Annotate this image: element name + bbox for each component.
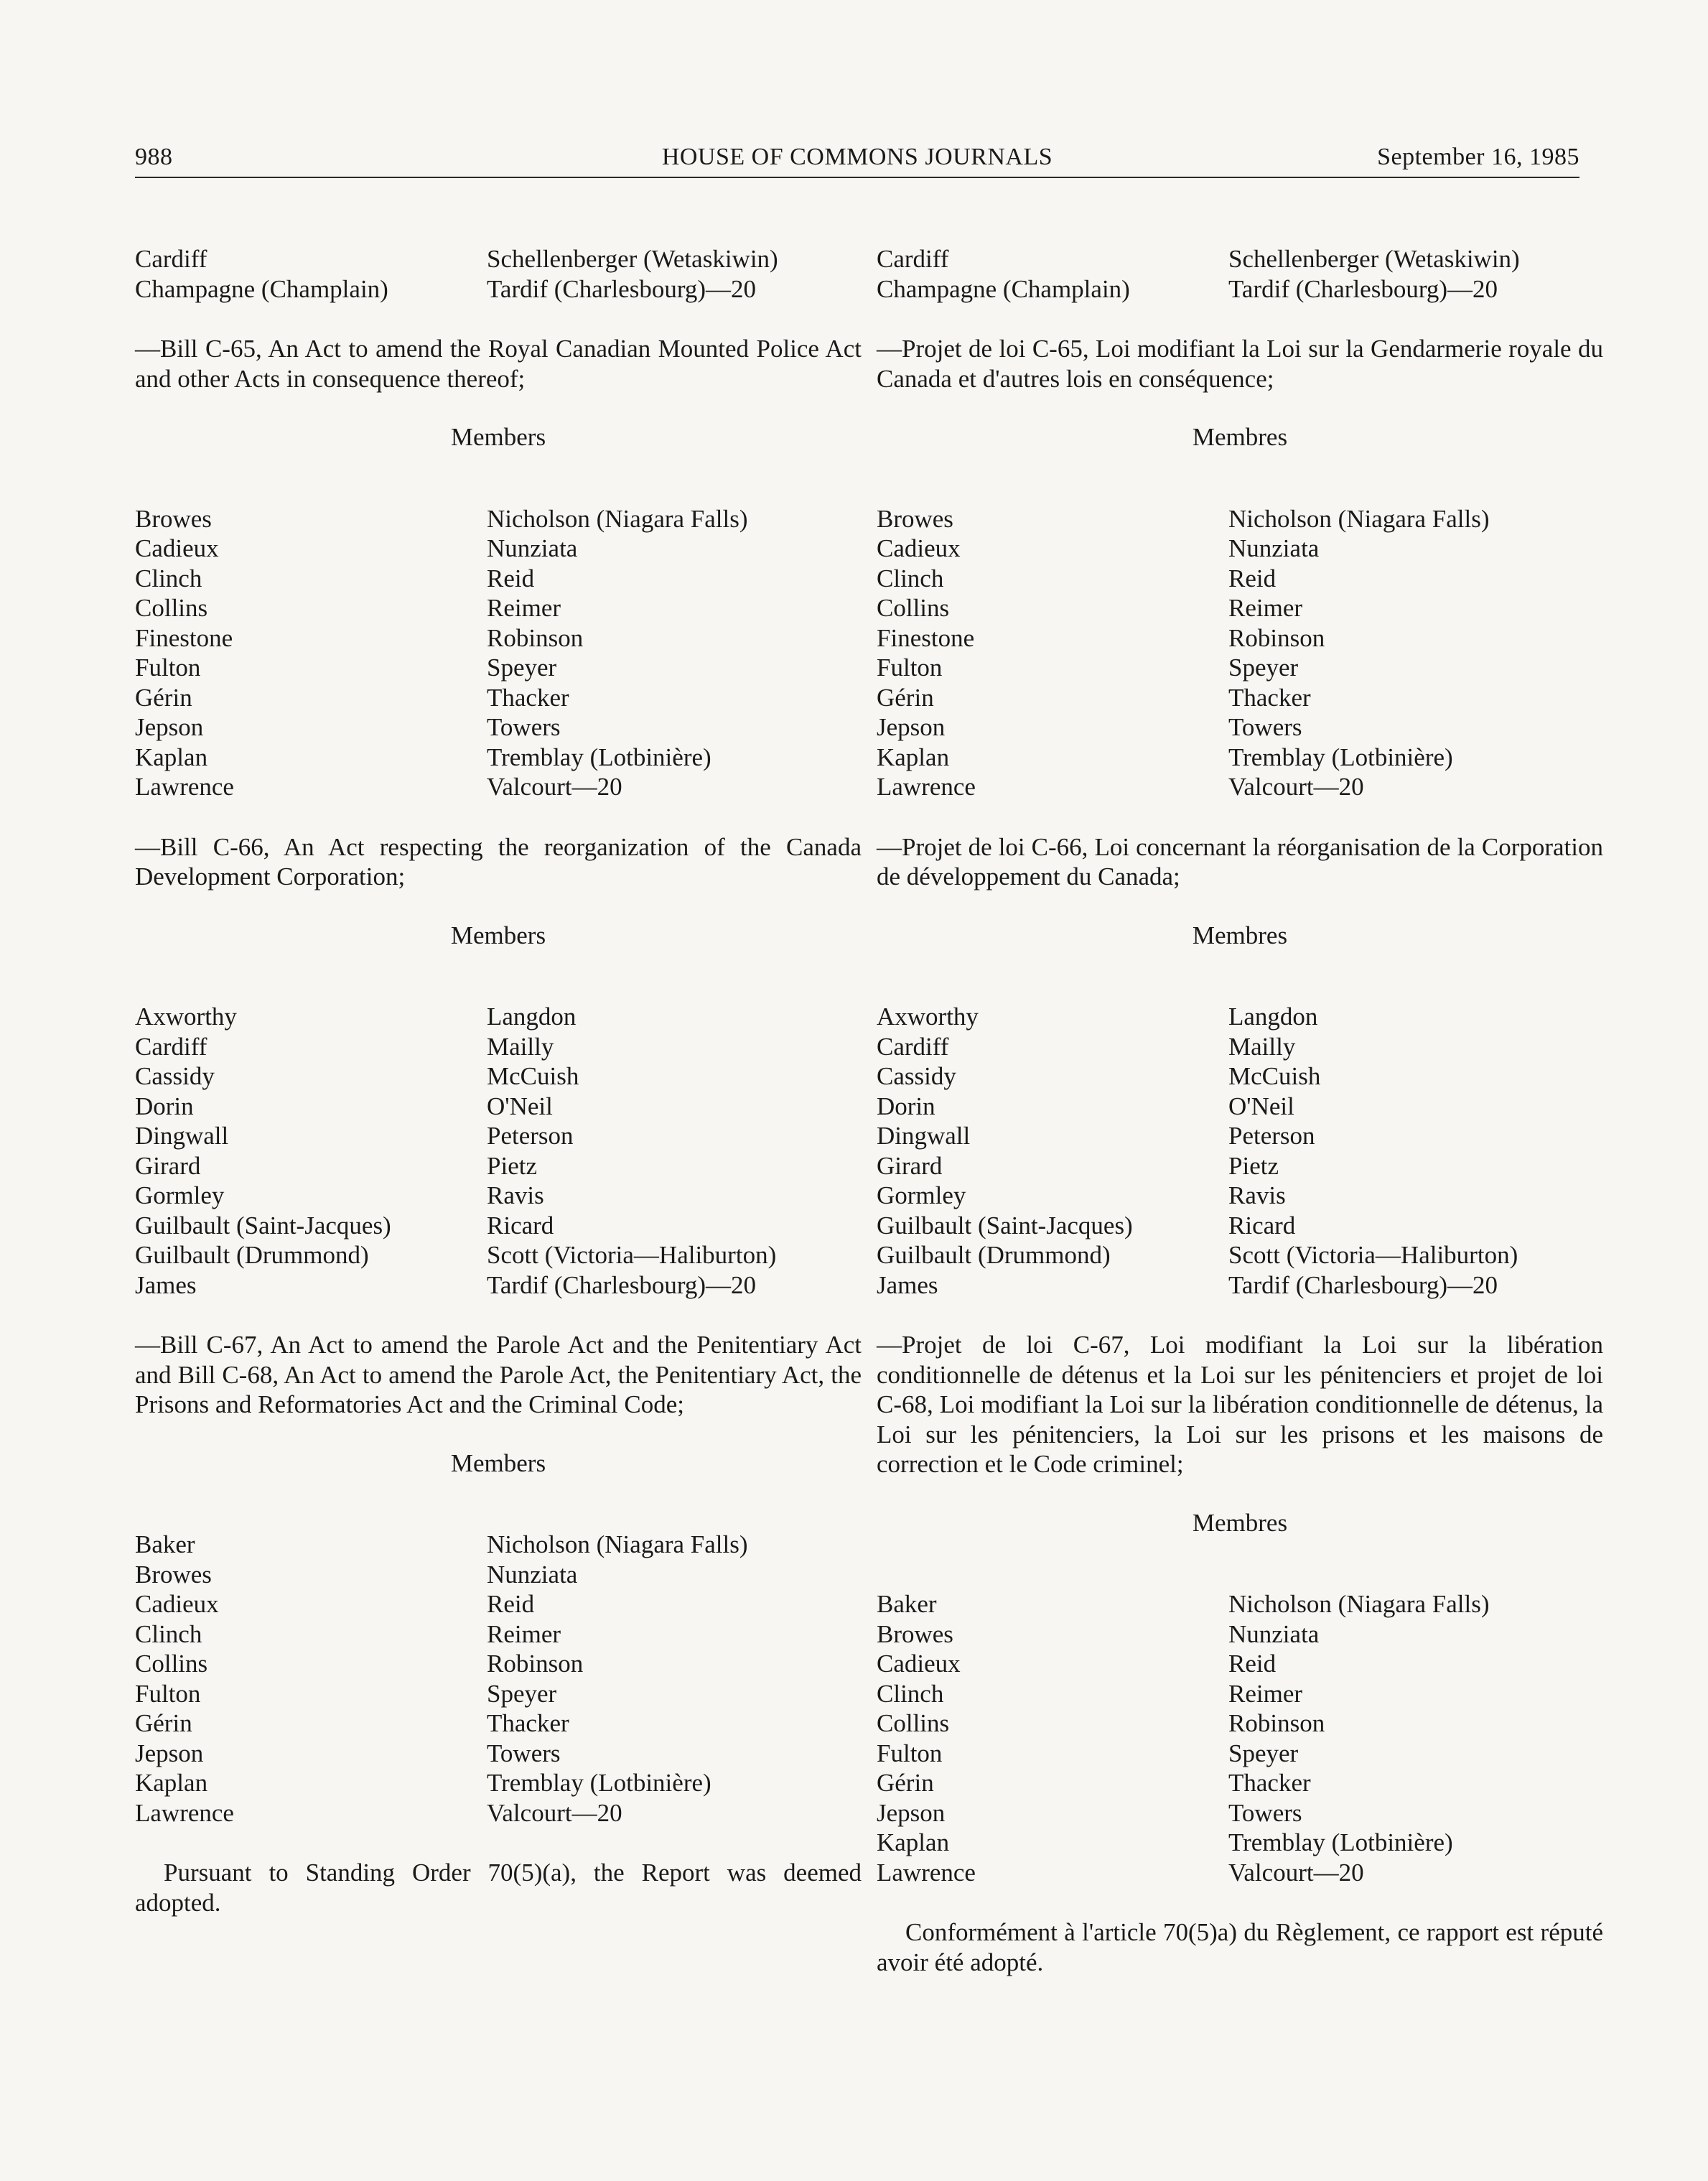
member-names-col-2 [487,244,862,304]
member-name: Lawrence [877,1858,976,1887]
member-name: Cardiff [135,1032,207,1061]
member-name: Dingwall [135,1122,229,1150]
member-name: Fulton [135,654,201,682]
french-column [877,244,1603,1977]
member-name: Nunziata [487,534,578,562]
member-name: Axworthy [135,1003,237,1031]
member-name: Guilbault (Saint-Jacques) [135,1211,391,1240]
bill-description: —Bill C-67, An Act to amend the Parole Act and the Penitentiary Act and Bill C-68, An Act to amend the Parole Act, the Penitentiary Act, the Prisons and Reformatories Act and the Criminal Code; [135,1331,862,1418]
members-heading: Members [450,921,546,949]
member-name: Baker [135,1530,195,1558]
member-names-col-1 [877,504,1228,802]
member-name: Valcourt—20 [487,1798,622,1827]
member-name: Reimer [487,1619,561,1648]
members-heading: Members [450,423,546,451]
member-name: Collins [877,1709,950,1737]
member-name: Scott (Victoria—Haliburton) [1228,1241,1518,1269]
spacer [877,1300,1603,1330]
member-names-col-1 [135,504,487,802]
member-name: Speyer [487,1679,557,1708]
member-name: Reimer [487,594,561,622]
member-name: Valcourt—20 [1228,773,1364,801]
member-name: Speyer [487,654,557,682]
member-name: Nicholson (Niagara Falls) [1228,504,1490,533]
member-names-col-2 [1228,1002,1603,1300]
member-name: Baker [877,1590,937,1618]
member-name: Gérin [877,683,934,712]
member-name: Gormley [877,1181,966,1209]
member-name: Jepson [877,1798,946,1827]
member-name: Cadieux [877,1650,961,1678]
spacer [135,802,862,832]
member-name: Champagne (Champlain) [135,274,388,303]
member-name: Thacker [1228,1769,1311,1797]
member-names [877,1589,1603,1887]
english-column [135,244,862,1917]
member-name: Towers [487,713,561,741]
spacer [877,304,1603,334]
member-name: Kaplan [877,743,950,771]
member-name: Fulton [877,654,943,682]
member-name: Nunziata [487,1560,578,1589]
member-name: Towers [1228,1798,1302,1827]
member-name: Browes [135,1560,212,1589]
spacer [877,802,1603,832]
member-name: Jepson [135,713,204,741]
member-names-col-2 [487,1002,862,1300]
member-name: Tardif (Charlesbourg)—20 [487,274,757,303]
member-name: Nunziata [1228,534,1320,562]
member-name: Peterson [487,1122,574,1150]
member-name: Nicholson (Niagara Falls) [487,504,748,533]
member-name: Robinson [487,623,584,652]
member-name: Ricard [1228,1211,1296,1240]
member-name: Pietz [1228,1151,1279,1180]
member-name: Mailly [487,1032,554,1061]
member-name: Cardiff [877,1032,949,1061]
member-name: James [877,1270,938,1299]
member-names [877,244,1603,304]
member-name: Ravis [487,1181,544,1209]
member-name: McCuish [487,1062,579,1090]
member-name: Ravis [1228,1181,1286,1209]
spacer [135,950,862,1002]
member-names-col-2 [487,504,862,802]
journal-title: HOUSE OF COMMONS JOURNALS [661,144,1053,170]
member-name: Tardif (Charlesbourg)—20 [487,1270,757,1299]
spacer [877,1887,1603,1917]
members-heading: Membres [1192,921,1288,949]
member-name: O'Neil [487,1092,553,1120]
member-name: Fulton [877,1739,943,1767]
member-name: Mailly [1228,1032,1296,1061]
member-names [135,1002,862,1300]
member-name: Reid [487,564,535,592]
spacer [135,1478,862,1530]
member-name: Dorin [135,1092,194,1120]
member-name: Browes [877,504,953,533]
spacer [135,1420,862,1448]
member-name: Cardiff [135,245,207,273]
spacer [877,394,1603,422]
page-date: September 16, 1985 [1377,144,1579,170]
member-name: Speyer [1228,654,1299,682]
member-names-col-1 [135,1002,487,1300]
member-name: Gérin [877,1769,934,1797]
member-names-col-2 [1228,1589,1603,1887]
member-name: Guilbault (Drummond) [877,1241,1111,1269]
member-name: Cardiff [877,245,949,273]
member-name: Tremblay (Lotbinière) [1228,1828,1453,1856]
member-names [877,504,1603,802]
member-name: Girard [877,1151,943,1180]
member-name: O'Neil [1228,1092,1294,1120]
member-names-col-1 [877,244,1228,304]
members-heading: Membres [1192,423,1288,451]
closing-statement: Conformément à l'article 70(5)a) du Règlement, ce rapport est réputé avoir été adopté. [877,1918,1603,1976]
member-name: Tremblay (Lotbinière) [1228,743,1453,771]
member-names-col-1 [135,1530,487,1828]
member-name: Tremblay (Lotbinière) [487,1769,711,1797]
member-name: Fulton [135,1679,201,1708]
member-name: Scott (Victoria—Haliburton) [487,1241,777,1269]
member-names [135,504,862,802]
header-rule [135,177,1579,178]
member-name: Tremblay (Lotbinière) [487,743,711,771]
member-name: Collins [877,594,950,622]
spacer [135,304,862,334]
member-name: Gormley [135,1181,225,1209]
member-name: Gérin [135,1709,192,1737]
member-name: Champagne (Champlain) [877,274,1130,303]
page-number: 988 [135,144,173,170]
member-name: Robinson [487,1650,584,1678]
spacer [877,452,1603,504]
spacer [135,1828,862,1858]
member-names-col-2 [487,1530,862,1828]
member-names-col-1 [135,244,487,304]
member-name: James [135,1270,197,1299]
member-name: Axworthy [877,1003,979,1031]
member-names-col-1 [877,1002,1228,1300]
member-name: Guilbault (Drummond) [135,1241,369,1269]
spacer [877,892,1603,921]
member-name: Browes [135,504,212,533]
member-names [135,1530,862,1828]
members-heading: Members [450,1448,546,1477]
member-name: Speyer [1228,1739,1299,1767]
spacer [877,1538,1603,1589]
member-name: Clinch [135,564,202,592]
member-name: Reid [487,1590,535,1618]
bill-description: —Projet de loi C-66, Loi concernant la réorganisation de la Corporation de développement du Canada; [877,832,1603,890]
member-name: Towers [487,1739,561,1767]
member-name: Tardif (Charlesbourg)—20 [1228,274,1498,303]
bill-description: —Projet de loi C-67, Loi modifiant la Loi sur la libération conditionnelle de détenus et la Loi sur les pénitenciers et projet de loi C-68, Loi modifiant la Loi sur la libération conditionnelle de détenus, la Loi sur les pénitenciers, la Loi sur les prisons et les maisons de correction et le Code criminel; [877,1331,1603,1478]
spacer [135,1300,862,1330]
member-name: Finestone [135,623,233,652]
member-name: Schellenberger (Wetaskiwin) [487,245,778,273]
member-name: Browes [877,1619,953,1648]
spacer [135,394,862,422]
member-names [135,244,862,304]
member-name: Towers [1228,713,1302,741]
member-name: McCuish [1228,1062,1321,1090]
member-name: Dingwall [877,1122,971,1150]
member-name: Reimer [1228,594,1303,622]
spacer [877,950,1603,1002]
member-name: Robinson [1228,1709,1325,1737]
bill-description: —Bill C-65, An Act to amend the Royal Canadian Mounted Police Act and other Acts in consequence thereof; [135,335,862,393]
spacer [135,452,862,504]
member-names-col-2 [1228,244,1603,304]
member-name: Langdon [487,1003,577,1031]
member-name: Lawrence [135,1798,234,1827]
member-name: Dorin [877,1092,935,1120]
member-name: Guilbault (Saint-Jacques) [877,1211,1133,1240]
member-name: Nunziata [1228,1619,1320,1648]
member-name: Lawrence [135,773,234,801]
member-name: Reid [1228,1650,1277,1678]
member-name: Reid [1228,564,1277,592]
spacer [135,892,862,921]
member-name: Cassidy [877,1062,956,1090]
member-name: Jepson [135,1739,204,1767]
member-name: Pietz [487,1151,537,1180]
member-name: Valcourt—20 [1228,1858,1364,1887]
member-name: Clinch [135,1619,202,1648]
member-name: Thacker [1228,683,1311,712]
member-name: Gérin [135,683,192,712]
member-names-col-1 [877,1589,1228,1887]
bill-description: —Projet de loi C-65, Loi modifiant la Loi sur la Gendarmerie royale du Canada et d'autres lois en conséquence; [877,335,1603,393]
member-name: Thacker [487,1709,569,1737]
member-name: Robinson [1228,623,1325,652]
spacer [877,1479,1603,1508]
bill-description: —Bill C-66, An Act respecting the reorganization of the Canada Development Corporation; [135,832,862,890]
member-name: Peterson [1228,1122,1315,1150]
member-name: Lawrence [877,773,976,801]
member-name: Girard [135,1151,201,1180]
member-name: Cadieux [877,534,961,562]
member-name: Cadieux [135,1590,219,1618]
member-name: Reimer [1228,1679,1303,1708]
member-name: Finestone [877,623,975,652]
member-name: Tardif (Charlesbourg)—20 [1228,1270,1498,1299]
member-name: Jepson [877,713,946,741]
member-name: Kaplan [877,1828,950,1856]
page-header [135,144,1579,178]
member-name: Ricard [487,1211,554,1240]
member-names [877,1002,1603,1300]
member-names-col-2 [1228,504,1603,802]
member-name: Kaplan [135,1769,208,1797]
member-name: Clinch [877,1679,944,1708]
member-name: Schellenberger (Wetaskiwin) [1228,245,1520,273]
member-name: Clinch [877,564,944,592]
member-name: Nicholson (Niagara Falls) [1228,1590,1490,1618]
member-name: Thacker [487,683,569,712]
member-name: Cadieux [135,534,219,562]
member-name: Langdon [1228,1003,1318,1031]
member-name: Valcourt—20 [487,773,622,801]
member-name: Kaplan [135,743,208,771]
closing-statement: Pursuant to Standing Order 70(5)(a), the Report was deemed adopted. [135,1859,862,1917]
member-name: Collins [135,594,208,622]
members-heading: Membres [1192,1508,1288,1537]
member-name: Nicholson (Niagara Falls) [487,1530,748,1558]
member-name: Cassidy [135,1062,215,1090]
member-name: Collins [135,1650,208,1678]
